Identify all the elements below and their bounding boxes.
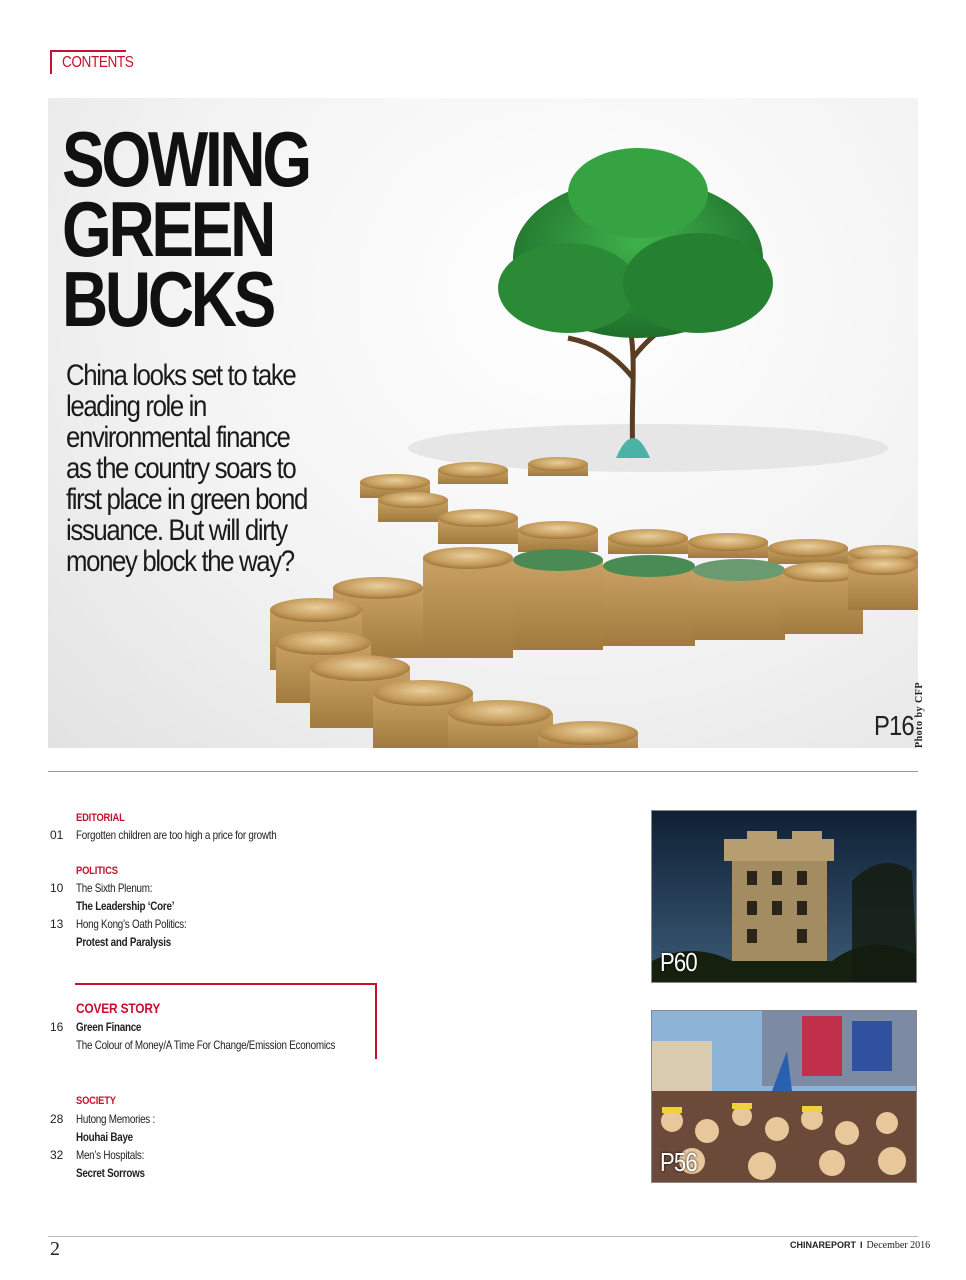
hero-page-ref[interactable]: P16 [874, 710, 914, 741]
section-tag [50, 50, 134, 74]
toc-entry-title[interactable]: Green Finance [76, 1020, 142, 1034]
toc-entry-subtitle[interactable]: The Colour of Money/A Time For Change/Emission Economics [76, 1038, 336, 1052]
cover-headline [62, 115, 309, 343]
toc-category-editorial: EDITORIAL [76, 812, 125, 824]
toc-category-politics: POLITICS [76, 865, 118, 877]
headline-line-1: SOWING [62, 115, 309, 203]
toc-entry-subtitle[interactable]: Secret Sorrows [76, 1166, 145, 1180]
toc-entry-title[interactable]: The Sixth Plenum: [76, 881, 153, 895]
toc-category-society: SOCIETY [76, 1095, 116, 1107]
watchtower-photo[interactable] [651, 810, 917, 983]
toc-entry-title[interactable]: Hutong Memories : [76, 1112, 155, 1126]
headline-line-3: BUCKS [62, 255, 274, 343]
toc-page-number: 16 [50, 1020, 64, 1034]
magazine-name: CHINAREPORT [790, 1240, 857, 1250]
magazine-footer [790, 1240, 930, 1251]
photo-page-ref[interactable]: P56 [660, 1147, 697, 1177]
crowd-photo[interactable] [651, 1010, 917, 1183]
toc-entry-subtitle[interactable]: The Leadership ‘Core’ [76, 899, 175, 913]
toc-entry-subtitle[interactable]: Protest and Paralysis [76, 935, 171, 949]
toc-page-number: 28 [50, 1112, 64, 1126]
section-label: CONTENTS [62, 54, 134, 71]
cover-deck: China looks set to take leading role in environmental finance as the country soars to first place in green bond issuance. But will dirty money block the way? [66, 359, 307, 578]
headline-line-2: GREEN [62, 185, 274, 273]
toc-entry-subtitle[interactable]: Houhai Baye [76, 1130, 133, 1144]
toc-entry-title[interactable]: Hong Kong’s Oath Politics: [76, 917, 187, 931]
toc-page-number: 13 [50, 917, 64, 931]
divider [48, 771, 918, 772]
coin-stacks [270, 457, 918, 748]
toc-page-number: 32 [50, 1148, 64, 1162]
footer-separator: I [860, 1240, 863, 1250]
issue-date: December 2016 [866, 1240, 931, 1251]
toc-entry-title[interactable]: Forgotten children are too high a price for growth [76, 828, 277, 842]
toc-entry-title[interactable]: Men’s Hospitals: [76, 1148, 145, 1162]
toc-page-number: 10 [50, 881, 64, 895]
photo-page-ref[interactable]: P60 [660, 947, 697, 977]
toc-page-number: 01 [50, 828, 64, 842]
cover-story-highlight [75, 983, 377, 1059]
toc-category-cover-story: COVER STORY [76, 1000, 161, 1016]
page-folio: 2 [50, 1238, 60, 1260]
footer-divider [48, 1236, 918, 1237]
photo-credit: Photo by CFP [914, 682, 925, 748]
